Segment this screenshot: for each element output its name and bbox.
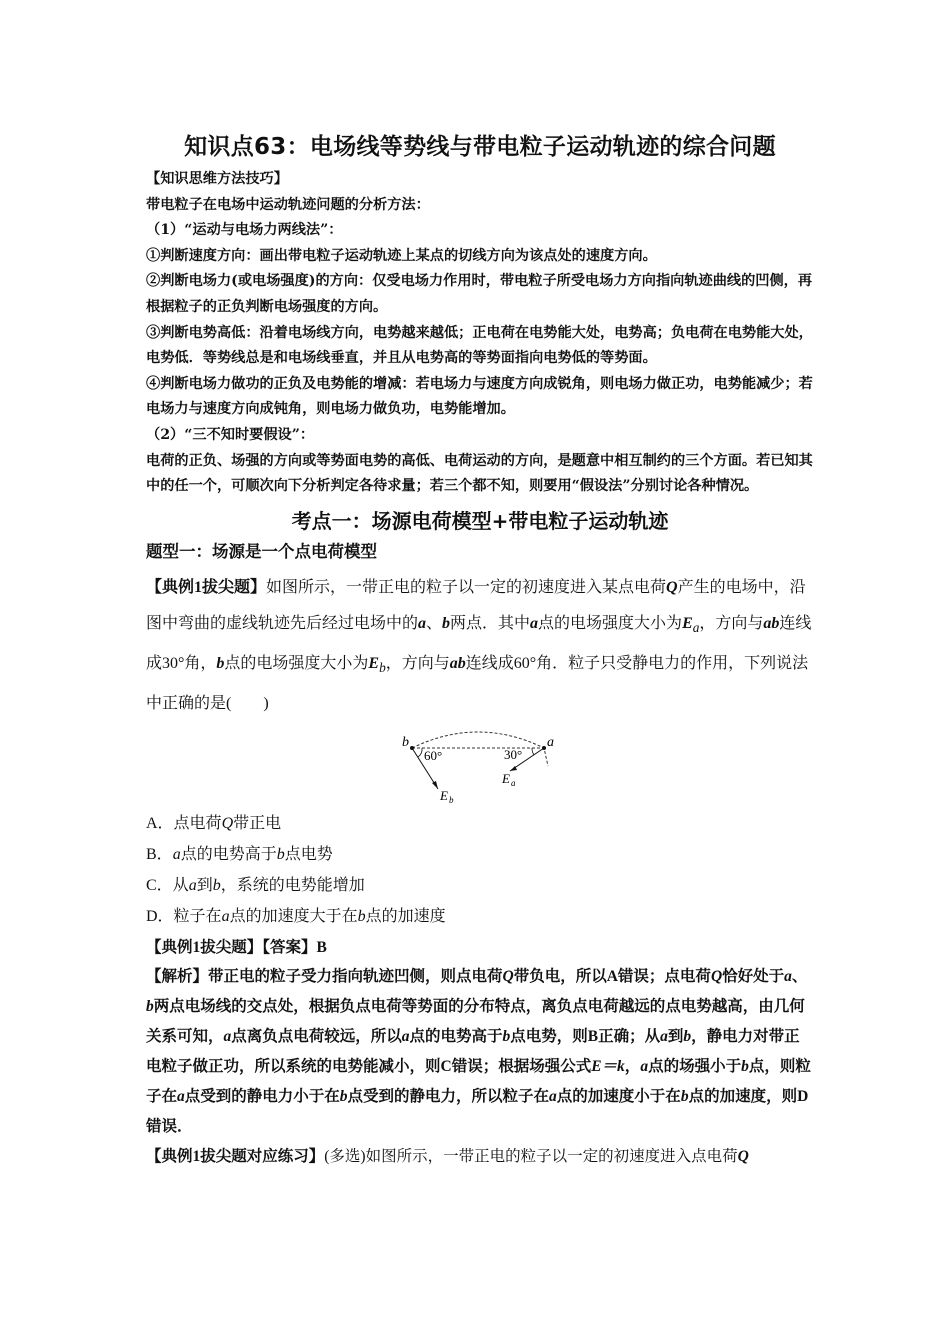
section-title: 考点一：场源电荷模型+带电粒子运动轨迹: [291, 508, 669, 533]
method-part2-text: 电荷的正负、场强的方向或等势面电势的高低、电荷运动的方向，是题意中相互制约的三个方面。若已知其中的任一个，可顺次向下分析判定各待求量；若三个都不知，则要用“假设法”分别讨论各种情况。: [146, 452, 813, 495]
method-item-2: ②判断电场力(或电场强度)的方向：仅受电场力作用时，带电粒子所受电场力方向指向轨迹曲线的凹侧，再根据粒子的正负判断电场强度的方向。: [146, 273, 813, 315]
label-ea: E: [502, 771, 510, 787]
field-formula: E＝k: [591, 1058, 625, 1076]
option-a: A．点电荷Q带正电: [146, 815, 282, 833]
option-c: C．从a到b，系统的电势能增加: [146, 877, 365, 895]
angle-arc-a: [532, 748, 534, 755]
method-item-1: ①判断速度方向：画出带电粒子运动轨迹上某点的切线方向为该点处的速度方向。: [146, 247, 657, 264]
angle-arc-b: [418, 748, 422, 757]
trajectory-figure: [398, 726, 558, 804]
document-body: [146, 120, 814, 1172]
method-intro: 带电粒子在电场中运动轨迹问题的分析方法：: [146, 196, 430, 213]
method-part1-title: （1）“运动与电场力两线法”：: [146, 222, 343, 239]
label-ea-sub: a: [511, 778, 516, 789]
angle-label-30: 30°: [504, 747, 523, 763]
practice-paragraph: 【典例1拔尖题对应练习】(多选)如图所示，一带正电的粒子以一定的初速度进入点电荷Q: [146, 1148, 749, 1166]
label-b: b: [402, 735, 409, 751]
analysis-paragraph: 【解析】带正电的粒子受力指向轨迹凹侧，则点电荷Q带负电，所以A错误；点电荷Q恰好处于a、b两点电场线的交点处，根据负点电荷等势面的分布特点，离负点电荷越远的点电势越高，由几何关系可知，a点离负点电荷较远，所以a点的电势高于b点电势，则B正确；从a到b，静电力对带正电粒子做正功，所以系统的电势能减小，则C错误；根据场强公式E＝k，a点的场强小于b点，则粒子在a点受到的静电力小于在b点受到的静电力，所以粒子在a点的加速度小于在b点的加速度，则D错误．: [146, 968, 811, 1136]
angle-label-60: 60°: [424, 748, 443, 764]
option-b: B．a点的电势高于b点电势: [146, 846, 333, 864]
method-header: 【知识思维方法技巧】: [146, 171, 288, 187]
label-a: a: [547, 735, 554, 751]
example-tag: 【典例1拔尖题】: [146, 578, 267, 596]
label-eb-sub: b: [449, 795, 454, 805]
method-item-3: ③判断电势高低：沿着电场线方向，电势越来越低；正电荷在电势能大处，电势高；负电荷在电势能大处，电势低．等势线总是和电场线垂直，并且从电势高的等势面指向电势低的等势面。: [146, 324, 813, 367]
option-d: D．粒子在a点的加速度大于在b点的加速度: [146, 908, 446, 926]
method-part2-title: （2）“三不知时要假设”：: [146, 426, 315, 443]
example-1-question: 【典例1拔尖题】如图所示，一带正电的粒子以一定的初速度进入某点电荷Q产生的电场中，沿图中弯曲的虚线轨迹先后经过电场中的a、b两点．其中a点的电场强度大小为$E_a$，方向与ab连线成30°角，b点的电场强度大小为$E_b$，方向与ab连线成60°角．粒子只受静电力的作用，下列说法中正确的是( ): [146, 578, 812, 713]
page-title: 知识点63：电场线等势线与带电粒子运动轨迹的综合问题: [184, 134, 776, 160]
method-item-4: ④判断电场力做功的正负及电势能的增减：若电场力与速度方向成锐角，则电场力做正功，电势能减少；若电场力与速度方向成钝角，则电场力做负功，电势能增加。: [146, 375, 813, 418]
question-type-heading: 题型一：场源是一个点电荷模型: [146, 541, 377, 561]
label-eb: E: [440, 788, 448, 804]
answer-line: 【典例1拔尖题】【答案】B: [146, 939, 327, 957]
arrowhead-eb: [432, 781, 438, 789]
